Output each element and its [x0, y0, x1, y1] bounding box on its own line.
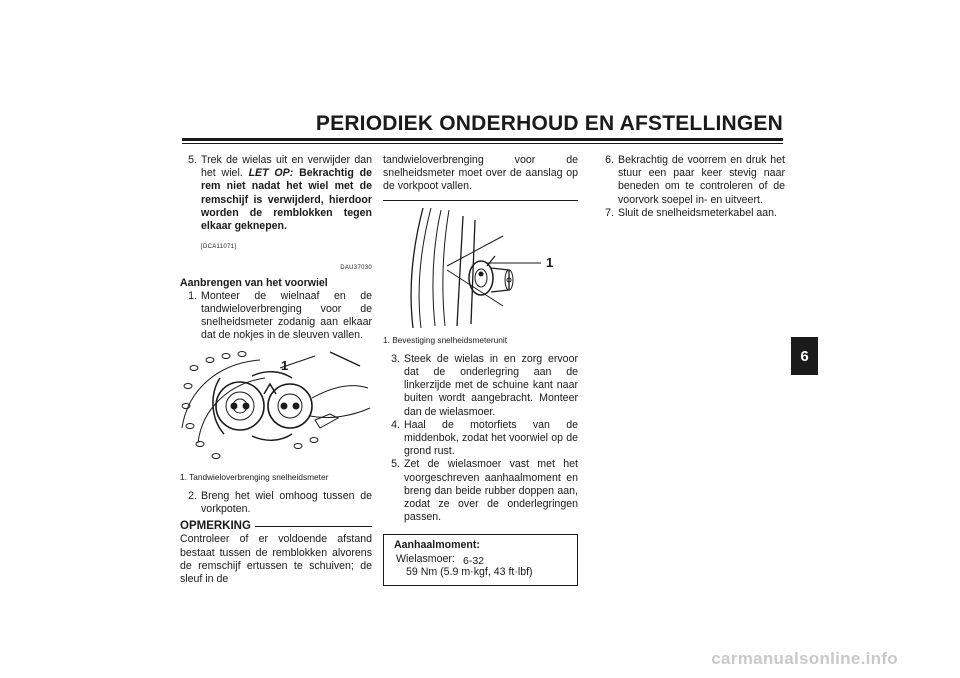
step-text: Sluit de snelheidsmeterkabel aan.	[618, 206, 778, 219]
step-text: Haal de motorfiets van de middenbok, zodat het voorwiel op de grond rust.	[404, 418, 578, 458]
step-item	[180, 290, 372, 343]
figure-callout: 1	[281, 357, 289, 373]
step-number: 4.	[391, 418, 400, 431]
step-text	[201, 154, 372, 233]
chapter-tab[interactable]	[791, 337, 818, 375]
note-heading	[180, 520, 372, 533]
step-number: 5.	[188, 154, 197, 166]
page-title: PERIODIEK ONDERHOUD EN AFSTELLINGEN	[315, 112, 783, 135]
note-heading-rule	[255, 526, 372, 527]
step-number: 5.	[391, 458, 400, 471]
page-number: 6-32	[463, 555, 485, 567]
note-text: Controleer of er voldoende afstand bestaat tussen de remblokken alvorens de remschijf ertussen te schuiven; de sleuf in de	[180, 533, 372, 586]
step-number: 3.	[391, 352, 400, 365]
section-code: DAU37030	[340, 265, 372, 272]
caution-lead: LET OP:	[248, 167, 294, 180]
note-text-continued: tandwieloverbrenging voor de snelheidsmeter moet over de aanslag op de vorkpoot vallen.	[383, 154, 578, 193]
step-number: 2.	[188, 489, 197, 502]
figure-callout: 1	[546, 254, 554, 270]
divider	[383, 200, 578, 201]
step-text: Breng het wiel omhoog tussen de vorkpoten.	[201, 489, 372, 516]
header-rule-thin	[182, 143, 783, 144]
step-item	[383, 419, 578, 459]
torque-value: 59 Nm (5.9 m·kgf, 43 ft·lbf)	[406, 565, 533, 578]
watermark: carmanualsonline.info	[711, 649, 898, 668]
caution-code: [DCA11071]	[201, 244, 237, 251]
torque-heading: Aanhaalmoment:	[394, 539, 480, 552]
figure-speedometer-unit	[383, 206, 578, 331]
step-item	[180, 490, 372, 516]
column-2	[383, 154, 578, 586]
step-item	[597, 207, 785, 220]
torque-item: Wielasmoer:	[396, 552, 455, 565]
step-item	[180, 154, 372, 233]
figure-caption: 1. Bevestiging snelheidsmeterunit	[383, 334, 508, 345]
figure-speedometer-gear	[180, 348, 372, 468]
step-text: Zet de wielasmoer vast met het voorgeschreven aanhaalmoment en breng dan beide rubber doppen aan, zodat ze over de onderlegringen passen.	[404, 458, 578, 524]
step-text: Steek de wielas in en zorg ervoor dat de onderlegring aan de linkerzijde met de schuine kant naar buiten wordt aangebracht. Monteer dan de wielasmoer.	[404, 352, 578, 418]
step-item	[383, 458, 578, 524]
step-number: 1.	[188, 289, 197, 302]
column-1	[180, 154, 372, 586]
step-number: 7.	[605, 206, 614, 219]
note-heading-label: OPMERKING	[180, 520, 251, 533]
step-number: 6.	[605, 154, 614, 166]
step-item	[383, 353, 578, 419]
header-rule	[182, 138, 783, 141]
step-text-body: Trek de wielas uit en verwijder dan het wiel.	[201, 154, 372, 180]
step-text: Monteer de wielnaaf en de tandwieloverbrenging voor de snelheidsmeter zodanig aan elkaar dat de nokjes in de sleuven vallen.	[201, 289, 372, 342]
chapter-tab-label: 6	[800, 347, 809, 365]
caution-body: Bekrachtig de rem niet nadat het wiel met de remschijf is verwijderd, hierdoor worden de remblokken tegen elkaar geknepen.	[201, 167, 373, 233]
step-text: Bekrachtig de voorrem en druk het stuur een paar keer stevig naar beneden om te controleren of de voorvork soepel in- en uitveert.	[618, 154, 785, 206]
figure-caption: 1. Tandwieloverbrenging snelheidsmeter	[180, 471, 329, 482]
section-title: Aanbrengen van het voorwiel	[180, 276, 328, 289]
column-3	[597, 154, 785, 220]
step-item	[597, 154, 785, 207]
